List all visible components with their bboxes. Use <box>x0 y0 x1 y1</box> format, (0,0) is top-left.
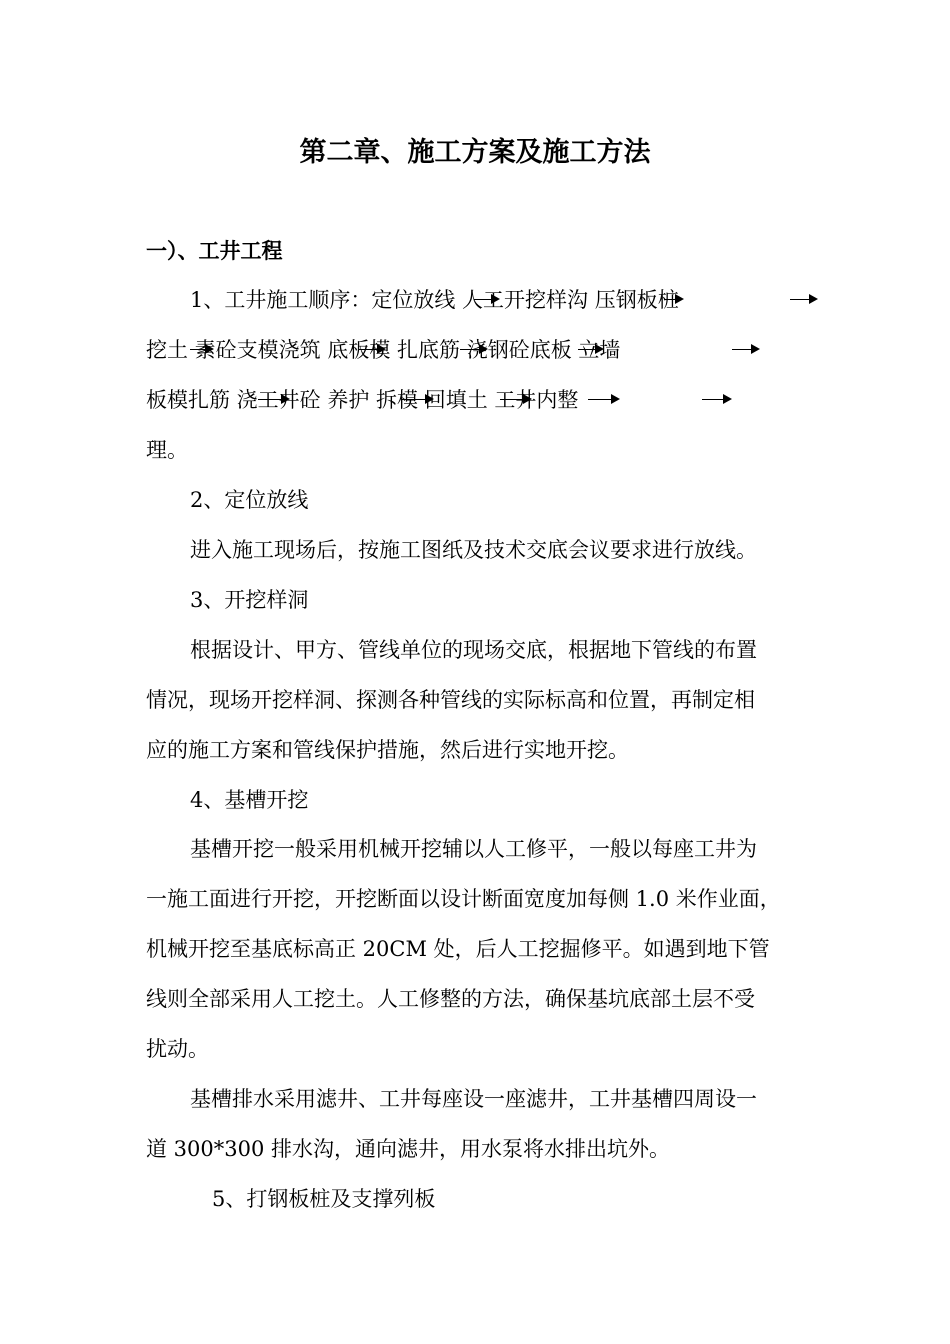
paragraph-line: 根据设计、甲方、管线单位的现场交底，根据地下管线的布置 <box>190 638 757 662</box>
flow-arrow <box>500 399 530 400</box>
sequence-line-3: 板模扎筋 浇工井砼 养护 拆模 回填土 工井内整 <box>146 388 579 412</box>
paragraph-line: 基槽排水采用滤井、工井每座设一座滤井，工井基槽四周设一 <box>190 1087 757 1111</box>
paragraph-line: 进入施工现场后，按施工图纸及技术交底会议要求进行放线。 <box>190 538 757 562</box>
flow-arrow <box>664 299 682 300</box>
item-heading: 3、开挖样洞 <box>190 588 309 612</box>
item-heading: 5、打钢板桩及支撑列板 <box>212 1187 436 1211</box>
paragraph-line: 机械开挖至基底标高正 20CM 处，后人工挖掘修平。如遇到地下管 <box>146 937 770 961</box>
sequence-line-4: 理。 <box>146 438 188 462</box>
flow-arrow <box>402 399 432 400</box>
paragraph-line: 扰动。 <box>146 1037 209 1061</box>
flow-arrow <box>702 399 730 400</box>
item-heading: 4、基槽开挖 <box>190 788 309 812</box>
paragraph-line: 线则全部采用人工挖土。人工修整的方法，确保基坑底部土层不受 <box>146 987 755 1011</box>
flow-arrow <box>790 299 816 300</box>
sequence-line-2: 挖土 素砼支模浇筑 底板模 扎底筋 浇钢砼底板 立墙 <box>146 338 621 362</box>
flow-arrow <box>588 399 618 400</box>
sequence-line-1: 1、工井施工顺序：定位放线 人工开挖样沟 压钢板桩 <box>190 288 679 312</box>
flow-arrow <box>732 349 758 350</box>
flow-arrow <box>358 349 384 350</box>
flow-arrow <box>460 349 486 350</box>
paragraph-line: 应的施工方案和管线保护措施，然后进行实地开挖。 <box>146 738 629 762</box>
section-heading: 一）、工井工程 <box>146 238 283 263</box>
flow-arrow <box>578 349 602 350</box>
paragraph-line: 情况，现场开挖样洞、探测各种管线的实际标高和位置，再制定相 <box>146 688 755 712</box>
flow-arrow <box>474 299 498 300</box>
flow-arrow <box>190 349 212 350</box>
paragraph-line: 一施工面进行开挖，开挖断面以设计断面宽度加每侧 1.0 米作业面， <box>146 887 781 911</box>
paragraph-line: 基槽开挖一般采用机械开挖辅以人工修平，一般以每座工井为 <box>190 837 757 861</box>
paragraph-line: 道 300*300 排水沟，通向滤井，用水泵将水排出坑外。 <box>146 1137 671 1161</box>
flow-arrow <box>258 399 288 400</box>
item-heading: 2、定位放线 <box>190 488 309 512</box>
chapter-title: 第二章、施工方案及施工方法 <box>299 137 651 168</box>
